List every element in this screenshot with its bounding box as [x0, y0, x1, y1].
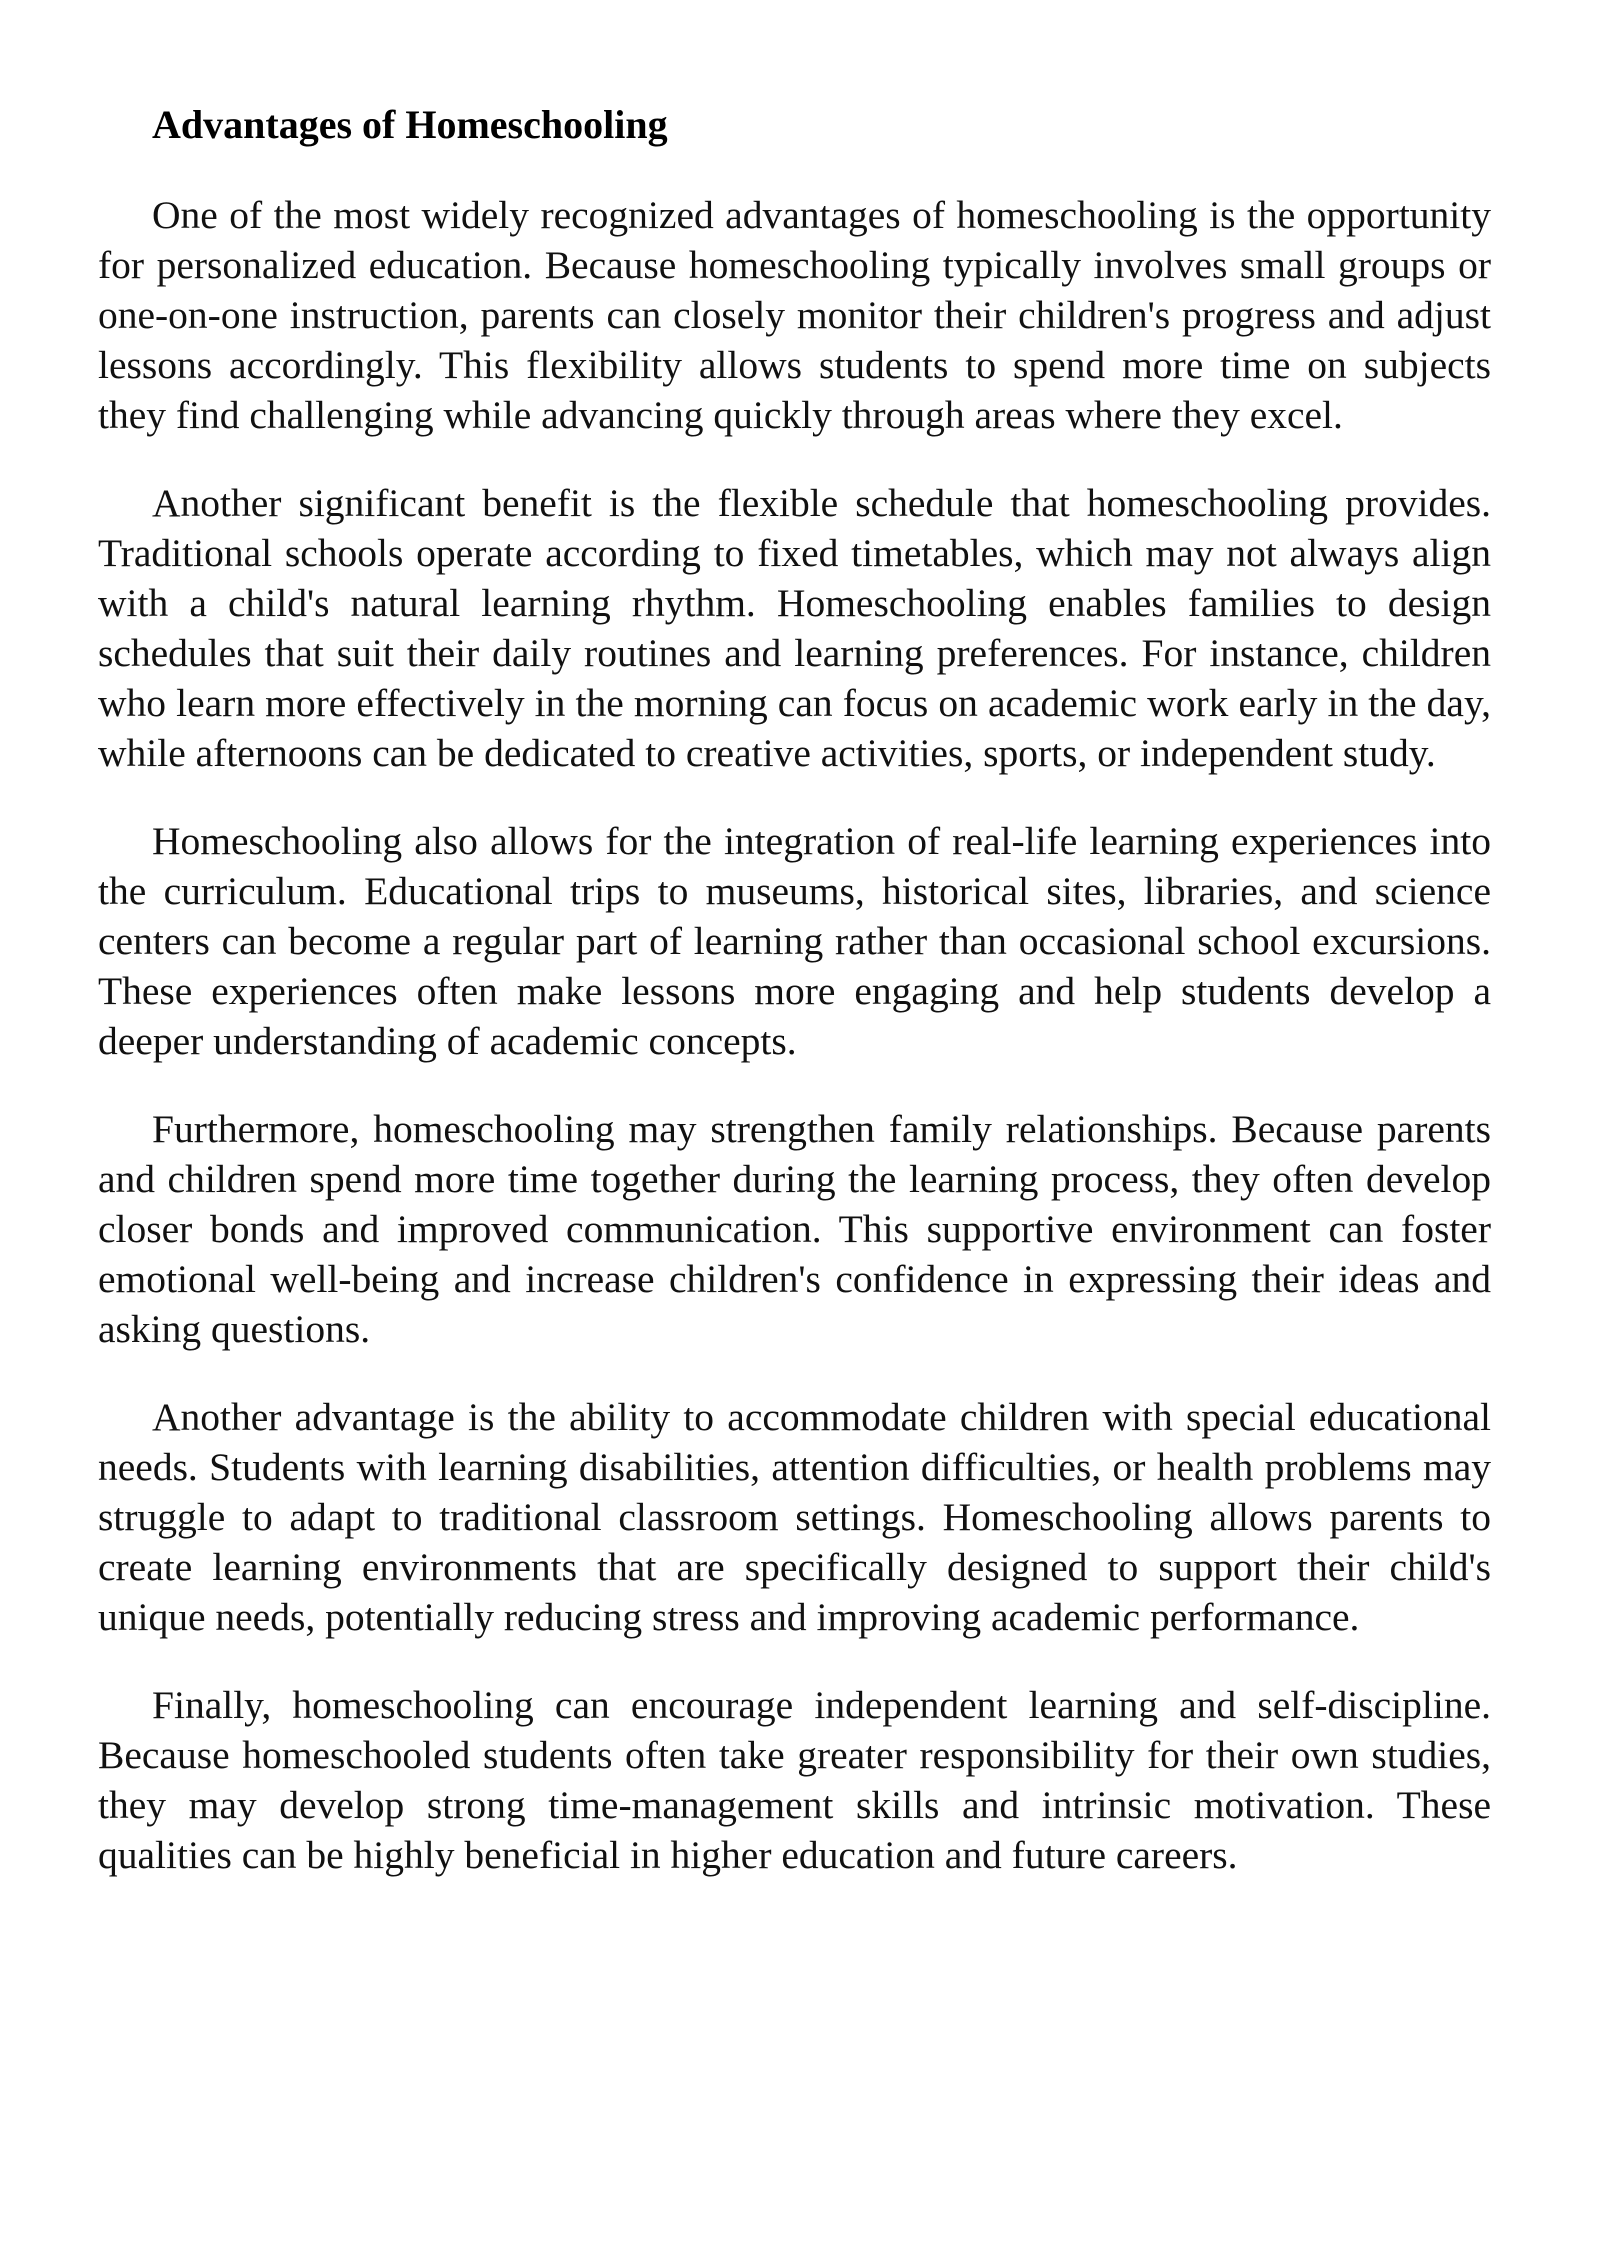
paragraph-flexible-schedule: Another significant benefit is the flexible schedule that homeschooling provides. Traditional schools operate according to fixed timetables, which may not always align with a child's natural learning rhythm. Homeschooling enables families to design schedules that suit their daily routines and learning preferences. For instance, children who learn more effectively in the morning can focus on academic work early in the day, while afternoons can be dedicated to creative activities, sports, or independent study. — [98, 481, 1491, 775]
paragraph-family-relationships: Furthermore, homeschooling may strengthen family relationships. Because parents and children spend more time together during the learning process, they often develop closer bonds and improved communication. This supportive environment can foster emotional well-being and increase children's confidence in expressing their ideas and asking questions. — [98, 1107, 1491, 1351]
paragraph-independent-learning: Finally, homeschooling can encourage independent learning and self-discipline. Because homeschooled students often take greater responsibility for their own studies, they may develop strong time-management skills and intrinsic motivation. These qualities can be highly beneficial in higher education and future careers. — [98, 1683, 1491, 1877]
paragraph-personalized-education: One of the most widely recognized advantages of homeschooling is the opportunity for personalized education. Because homeschooling typically involves small groups or one-on-one instruction, parents can closely monitor their children's progress and adjust lessons accordingly. This flexibility allows students to spend more time on subjects they find challenging while advancing quickly through areas where they excel. — [98, 193, 1491, 437]
document-title: Advantages of Homeschooling — [152, 102, 668, 147]
paragraph-real-life-learning: Homeschooling also allows for the integration of real-life learning experiences into the curriculum. Educational trips to museums, historical sites, libraries, and science centers can become a regular part of learning rather than occasional school excursions. These experiences often make lessons more engaging and help students develop a deeper understanding of academic concepts. — [98, 819, 1491, 1063]
paragraph-special-needs: Another advantage is the ability to accommodate children with special educational needs. Students with learning disabilities, attention difficulties, or health problems may struggle to adapt to traditional classroom settings. Homeschooling allows parents to create learning environments that are specifically designed to support their child's unique needs, potentially reducing stress and improving academic performance. — [98, 1395, 1491, 1639]
